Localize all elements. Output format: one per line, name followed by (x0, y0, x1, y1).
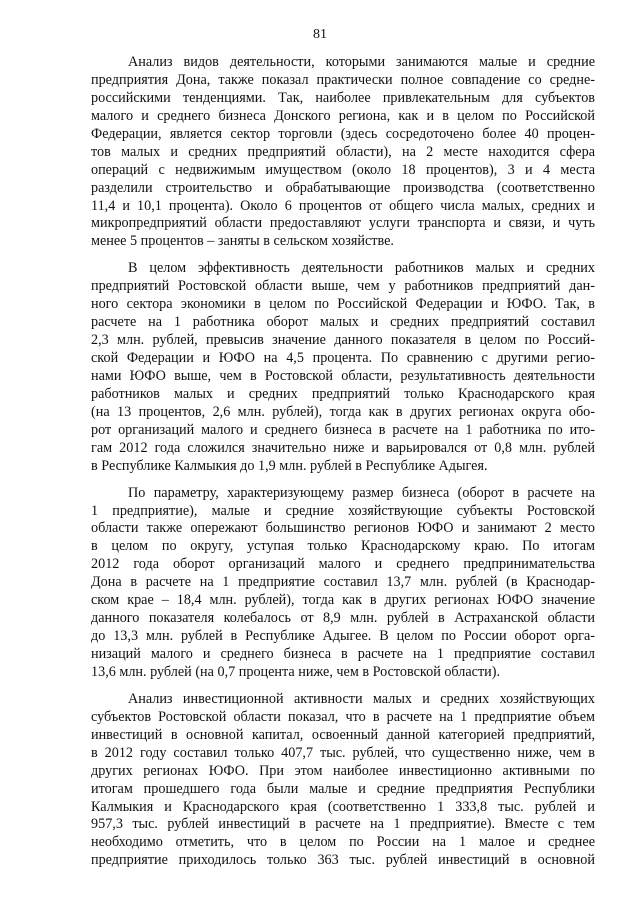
text-line: рот организаций малого и среднего бизнеса в расчете на 1 работника по ито- (91, 421, 595, 438)
text-line: 2012 года оборот организаций малого и среднего предпринимательства (91, 556, 595, 573)
text-line: в Республике Калмыкия до 1,9 млн. рублей в Республике Адыгея. (91, 457, 488, 474)
text-line: 2,3 млн. рублей, превысив значение данного показателя в целом по Россий- (91, 332, 595, 349)
text-line: операций с недвижимым имуществом (около 18 процентов), 3 и 4 места (91, 161, 595, 178)
text-line: По параметру, характеризующему размер бизнеса (оборот в расчете на (128, 484, 595, 501)
text-line: области также опережают большинство регионов ЮФО и занимают 2 место (91, 520, 595, 537)
text-line: гам 2012 года сложился значительно ниже и варьировался от 0,8 млн. рублей (91, 439, 595, 456)
page-number: 81 (313, 27, 327, 42)
text-line: Дона в расчете на 1 предприятие составил 13,7 млн. рублей (в Краснодар- (91, 574, 595, 591)
text-line: 11,4 и 10,1 процента). Около 6 процентов от общего числа малых, средних и (91, 197, 595, 214)
text-line: в целом по округу, уступая только Краснодарскому краю. По итогам (91, 538, 595, 555)
text-line: Федерации, является сектор торговли (здесь сосредоточено более 40 процен- (91, 125, 595, 142)
text-line: 1 предприятие), малые и средние хозяйствующие субъекты Ростовской (91, 502, 595, 519)
text-line: Анализ видов деятельности, которыми занимаются малые и средние (128, 54, 595, 70)
text-line: в 2012 году составил только 407,7 тыс. рублей, что существенно ниже, чем в (91, 744, 595, 761)
text-line: российскими тенденциями. Так, наиболее привлекательным для субъектов (91, 89, 595, 106)
text-line: Калмыкия и Краснодарского края (соответственно 1 333,8 тыс. рублей и (91, 798, 595, 815)
text-line: нами ЮФО выше, чем в Ростовской области, результативность деятельности (91, 367, 595, 384)
text-line: данного показателя колебалось от 8,9 млн. рублей в Астраханской области (91, 610, 595, 627)
text-line: предприятие приходилось только 363 тыс. рублей инвестиций в основной (91, 852, 595, 869)
paragraph-business-activities (91, 54, 595, 251)
text-line: итогам прошедшего года были малые и средние предприятия Республики (91, 780, 595, 797)
text-line: инвестиций в основной капитал, освоенный данной категорией предприятий, (91, 726, 595, 743)
body-text (91, 54, 595, 879)
text-line: других регионах ЮФО. При этом наиболее инвестиционно активными по (91, 762, 595, 779)
text-line: до 13,3 млн. рублей в Республике Адыгее. В целом по России оборот орга- (91, 628, 595, 645)
text-line: 957,3 тыс. рублей инвестиций в расчете на 1 предприятие). Вместе с тем (91, 816, 595, 833)
text-line: предприятия Дона, также показал практически полное совпадение со средне- (91, 71, 595, 88)
text-line: микропредприятий области предоставляют услуги транспорта и связи, и чуть (91, 215, 595, 232)
text-line: малого и среднего бизнеса Донского региона, как и в целом по Российской (91, 107, 595, 124)
text-line: менее 5 процентов – заняты в сельском хозяйстве. (91, 233, 394, 250)
text-line: ском крае – 18,4 млн. рублей), тогда как в других регионах ЮФО значение (91, 592, 595, 609)
text-line: тов малых и средних предприятий области), на 2 месте находится сфера (91, 143, 595, 160)
text-line: 13,6 млн. рублей (на 0,7 процента ниже, чем в Ростовской области). (91, 663, 501, 680)
paragraph-business-size (91, 485, 595, 682)
text-line: ской Федерации и ЮФО на 4,5 процента. По сравнению с другими регио- (91, 350, 595, 366)
text-line: разделили строительство и обрабатывающие производства (соответственно (91, 179, 595, 196)
text-line: расчете на 1 работника оборот малых и средних предприятий составил (91, 314, 595, 331)
text-line: низаций малого и среднего бизнеса в расчете на 1 предприятие составил (91, 646, 595, 662)
text-line: (на 13 процентов, 2,6 млн. рублей), тогда как в других регионах округа обо- (91, 403, 595, 420)
text-line: необходимо отметить, что в целом по России на 1 малое и среднее (91, 834, 595, 851)
text-line: предприятий Ростовской области выше, чем у работников предприятий дан- (91, 278, 595, 295)
paragraph-investment-activity (91, 691, 595, 870)
text-line: работников малых и средних предприятий только Краснодарского края (91, 385, 595, 402)
paragraph-worker-efficiency (91, 260, 595, 475)
text-line: В целом эффективность деятельности работников малых и средних (128, 260, 595, 277)
text-line: Анализ инвестиционной активности малых и средних хозяйствующих (128, 690, 595, 707)
text-line: ного сектора экономики в целом по Российской Федерации и ЮФО. Так, в (91, 296, 595, 313)
text-line: субъектов Ростовской области показал, что в расчете на 1 предприятие объем (91, 708, 595, 725)
